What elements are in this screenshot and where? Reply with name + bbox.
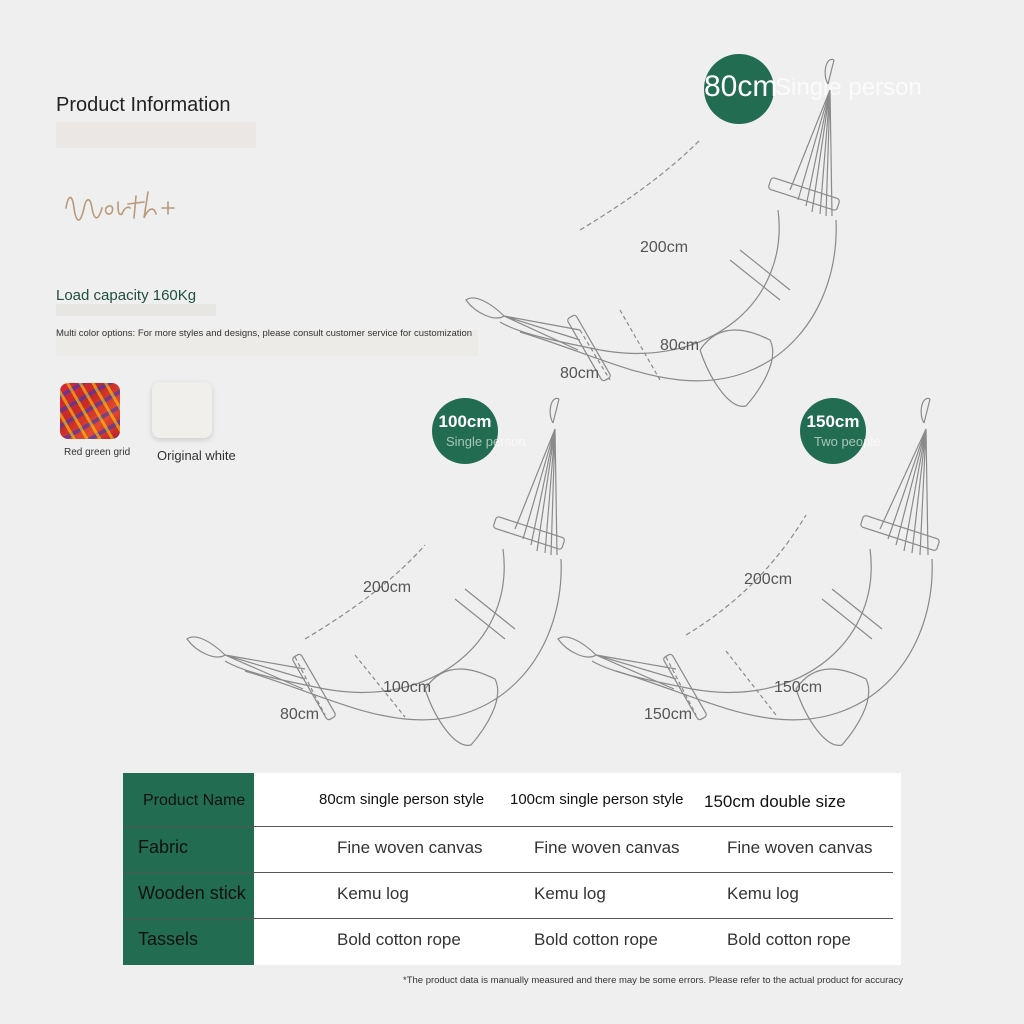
swatch-red-green-grid[interactable] xyxy=(60,383,120,439)
dim-width-far: 150cm xyxy=(774,679,823,696)
table-cell: Bold cotton rope xyxy=(534,930,658,949)
hammock-illustration-150cm xyxy=(556,395,946,760)
dim-width-near: 80cm xyxy=(560,365,600,382)
dim-width-near: 80cm xyxy=(280,706,320,723)
row-label-fabric: Fabric xyxy=(138,837,189,857)
dim-width-far: 80cm xyxy=(660,337,700,354)
hammock-drawing xyxy=(187,398,565,745)
table-cell: Kemu log xyxy=(337,884,409,903)
table-divider xyxy=(123,826,893,827)
table-cell: 100cm single person style xyxy=(510,791,684,808)
badge-type-label: Single person xyxy=(775,74,922,101)
load-capacity-text: Load capacity 160Kg xyxy=(56,287,197,304)
row-label-product-name: Product Name xyxy=(143,792,246,809)
title-underline-bar xyxy=(56,122,256,148)
row-label-tassels: Tassels xyxy=(138,929,199,949)
section-title: Product Information xyxy=(56,94,231,116)
badge-size-label: 80cm xyxy=(704,70,778,103)
spec-table xyxy=(123,773,901,965)
footnote-disclaimer: *The product data is manually measured and there may be some errors. Please refer to the actual product for accuracy xyxy=(403,975,904,986)
dim-length: 200cm xyxy=(363,579,412,596)
badge-type-label: Single person xyxy=(446,434,526,449)
table-cell: Kemu log xyxy=(727,884,799,903)
hammock-drawing xyxy=(466,59,840,406)
table-divider xyxy=(123,872,893,873)
dim-length: 200cm xyxy=(744,571,793,588)
badge-size-label: 150cm xyxy=(806,412,860,431)
load-capacity-bar xyxy=(56,304,216,316)
table-cell: Kemu log xyxy=(534,884,606,903)
swatch-label-white: Original white xyxy=(157,448,236,463)
table-divider xyxy=(123,918,893,919)
table-cell: 80cm single person style xyxy=(319,791,485,808)
row-label-wooden-stick: Wooden stick xyxy=(138,883,246,903)
table-cell: Fine woven canvas xyxy=(534,838,680,857)
swatch-label-red-green: Red green grid xyxy=(64,447,131,458)
hammock-illustration-100cm xyxy=(185,395,575,760)
table-cell: Bold cotton rope xyxy=(337,930,461,949)
badge-size-label: 100cm xyxy=(438,412,492,431)
table-cell: Fine woven canvas xyxy=(727,838,873,857)
dim-width-near: 150cm xyxy=(644,706,693,723)
color-options-note: Multi color options: For more styles and designs, please consult customer service for customization xyxy=(56,328,473,339)
badge-type-label: Two people xyxy=(814,434,881,449)
dim-width-far: 100cm xyxy=(383,679,432,696)
table-cell: Fine woven canvas xyxy=(337,838,483,857)
hammock-illustration-80cm xyxy=(460,50,840,420)
signature-logo xyxy=(58,178,188,238)
table-cell: 150cm double size xyxy=(704,792,846,811)
table-cell: Bold cotton rope xyxy=(727,930,851,949)
dim-length: 200cm xyxy=(640,239,689,256)
